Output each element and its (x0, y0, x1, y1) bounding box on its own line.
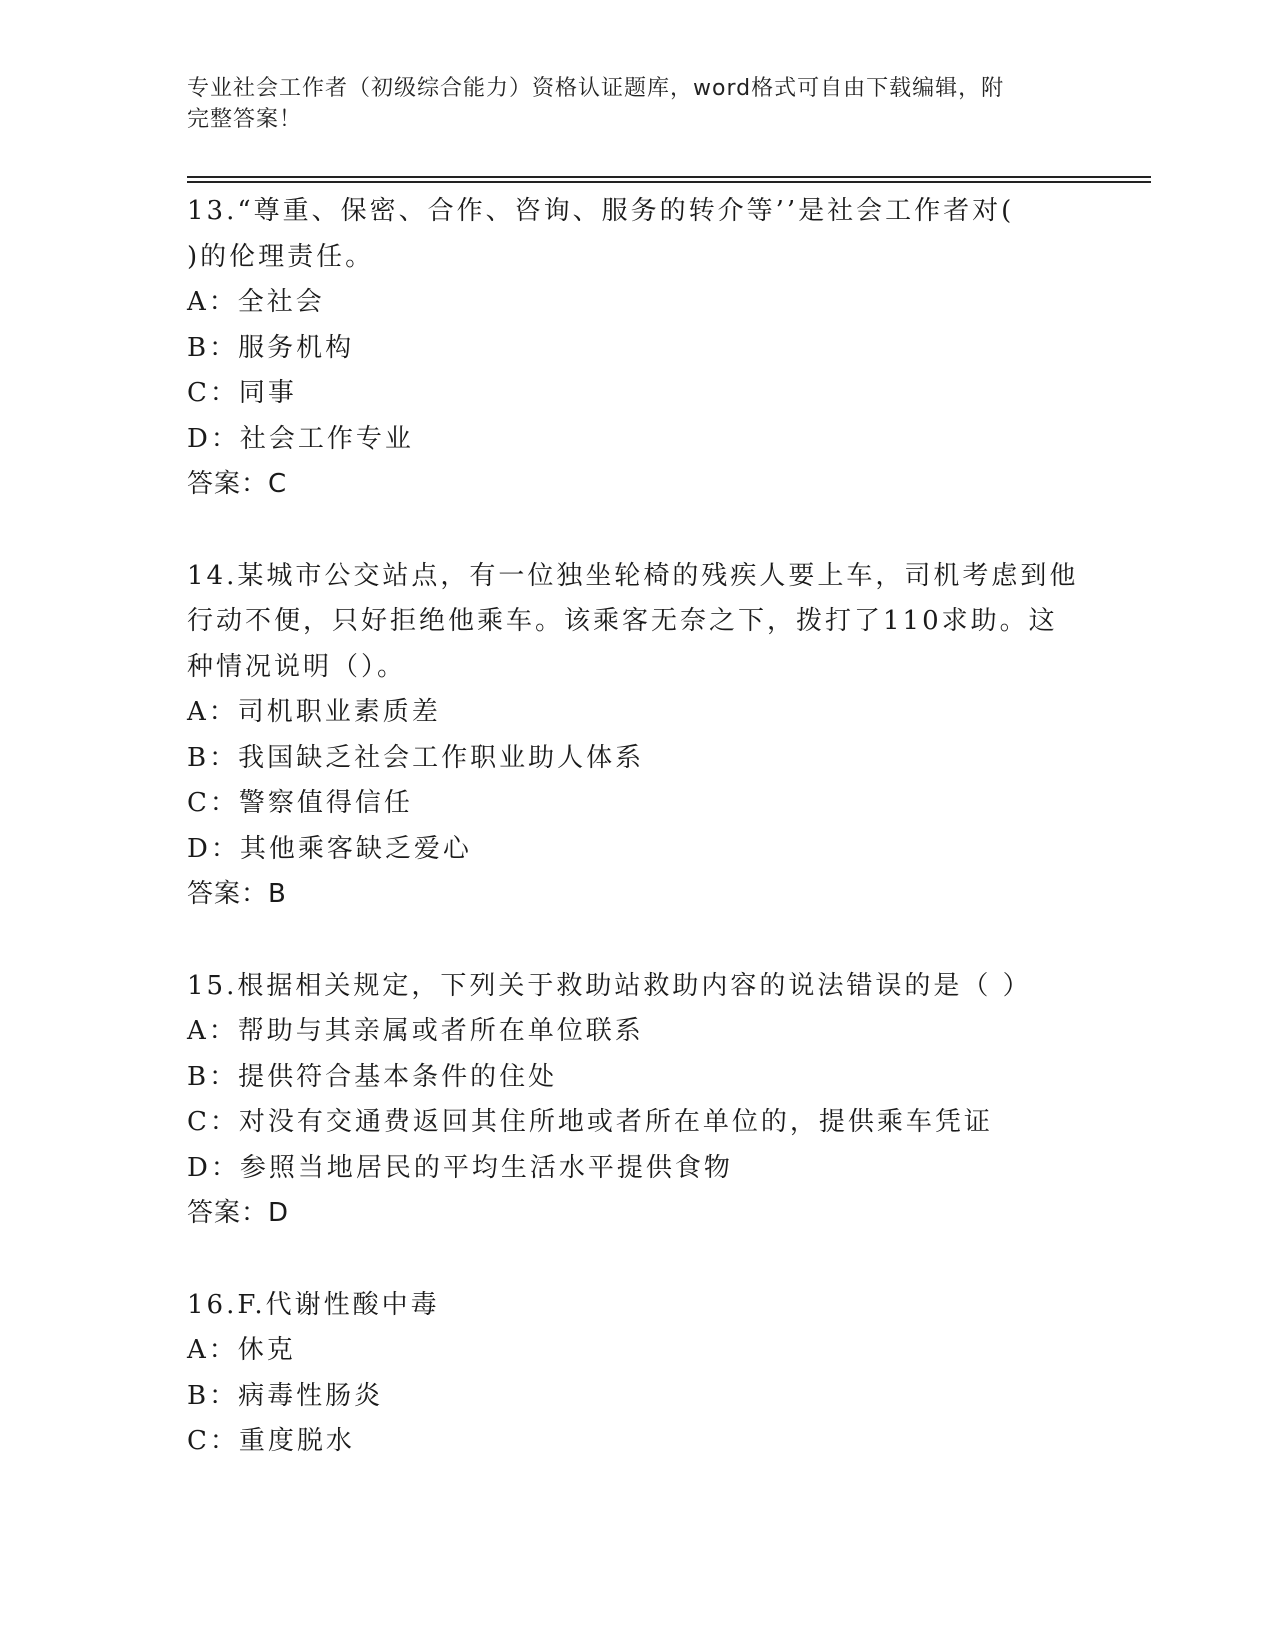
question-spacer (187, 508, 1087, 554)
question-stem-line: 13.“尊重、保密、合作、咨询、服务的转介等’’是社会工作者对( (187, 196, 1015, 226)
question-list (187, 189, 1087, 1465)
answer-line: 答案：D (187, 1198, 290, 1228)
option-c: C：重度脱水 (187, 1426, 355, 1456)
option-a: A：司机职业素质差 (187, 697, 441, 727)
option-d: D：其他乘客缺乏爱心 (187, 833, 472, 864)
question-stem-line: 种情况说明（）。 (187, 651, 407, 682)
answer-line: 答案：C (187, 469, 288, 499)
option-c: C：对没有交通费返回其住所地或者所在单位的，提供乘车凭证 (187, 1107, 993, 1137)
header-line-2: 完整答案！ (187, 107, 303, 132)
question-stem-line: )的伦理责任。 (187, 241, 375, 272)
answer-line: 答案：B (187, 879, 287, 909)
option-c: C：同事 (187, 378, 297, 408)
header-line-1: 专业社会工作者（初级综合能力）资格认证题库，word格式可自由下载编辑，附 (187, 76, 1005, 101)
question-stem-line: 16.F.代谢性酸中毒 (187, 1289, 440, 1320)
option-c: C：警察值得信任 (187, 788, 413, 818)
header-divider-top (187, 176, 1151, 178)
option-b: B：提供符合基本条件的住处 (187, 1061, 558, 1092)
question-14 (187, 554, 1087, 918)
option-a: A：休克 (187, 1335, 296, 1365)
option-a: A：全社会 (187, 287, 325, 317)
question-stem-line: 15.根据相关规定，下列关于救助站救助内容的说法错误的是（ ） (187, 970, 1032, 1001)
option-d: D：社会工作专业 (187, 423, 414, 454)
question-spacer (187, 1237, 1087, 1283)
option-b: B：病毒性肠炎 (187, 1380, 384, 1411)
option-a: A：帮助与其亲属或者所在单位联系 (187, 1016, 644, 1046)
option-d: D：参照当地居民的平均生活水平提供食物 (187, 1152, 733, 1183)
question-stem-line: 行动不便，只好拒绝他乘车。该乘客无奈之下，拨打了110求助。这 (187, 606, 1058, 636)
option-b: B：我国缺乏社会工作职业助人体系 (187, 742, 645, 773)
question-spacer (187, 918, 1087, 964)
question-15 (187, 964, 1087, 1237)
header-divider-bottom (187, 181, 1151, 183)
question-stem-line: 14.某城市公交站点，有一位独坐轮椅的残疾人要上车，司机考虑到他 (187, 560, 1079, 591)
document-header (187, 73, 1067, 135)
option-b: B：服务机构 (187, 332, 355, 363)
question-13 (187, 189, 1087, 508)
question-16 (187, 1283, 1087, 1465)
